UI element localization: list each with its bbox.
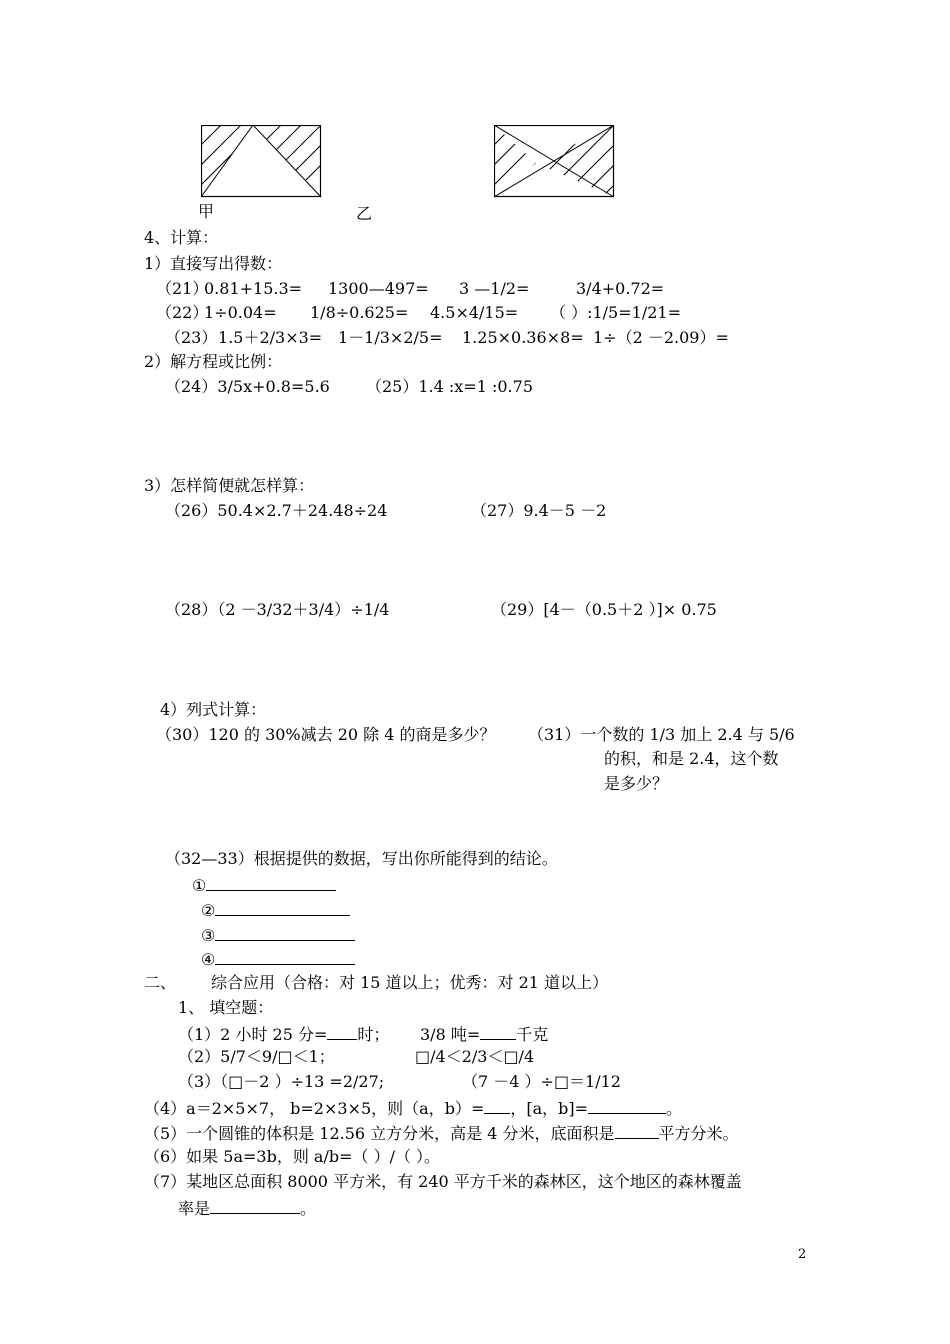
conclusion-1-blank[interactable] <box>206 874 336 891</box>
fill-1-blank-kg[interactable] <box>480 1023 516 1040</box>
conclusion-2 <box>201 899 350 921</box>
part-4-title: 4）列式计算： <box>160 700 267 719</box>
q21-c: 3 —1/2= <box>459 279 530 298</box>
fill-blank-title: 1、 填空题： <box>178 998 274 1017</box>
fill-4-b: ，[a，b]= <box>510 1099 589 1118</box>
conclusion-3-blank[interactable] <box>215 924 355 941</box>
conclusion-4-marker: ④ <box>201 950 216 969</box>
fill-1-a: （1）2 小时 25 分= <box>178 1025 328 1044</box>
q21-a: 0.81+15.3= <box>204 279 303 298</box>
q24: （24）3/5x+0.8=5.6 <box>165 377 330 396</box>
q21-d: 3/4+0.72= <box>576 279 665 298</box>
q22-d: （ ）:1/5=1/21= <box>550 303 681 322</box>
part-3-title: 3）怎样简便就怎样算： <box>144 476 315 495</box>
q23-label: （23） <box>165 328 218 347</box>
part-2-title: 2）解方程或比例： <box>144 352 283 371</box>
q25: （25）1.4 :x=1 :0.75 <box>366 377 533 396</box>
figure-yi <box>494 125 615 198</box>
fill-7-line1: （7）某地区总面积 8000 平方米，有 240 平方千米的森林区，这个地区的森林覆盖 <box>144 1172 742 1191</box>
q23-d: 1÷（2 －2.09）= <box>593 328 729 347</box>
q26: （26）50.4×2.7＋24.48÷24 <box>165 501 388 520</box>
conclusion-3 <box>201 924 355 946</box>
q28: （28）（2 －3/32＋3/4）÷1/4 <box>165 600 390 619</box>
fill-4-a: （4）a＝2×5×7， b=2×3×5，则（a，b）= <box>144 1099 485 1118</box>
q29: （29）[4－（0.5＋2 ）]× 0.75 <box>491 600 717 619</box>
page-number: 2 <box>798 1247 807 1262</box>
fill-7-a: 率是 <box>178 1199 211 1218</box>
conclusion-1 <box>192 874 336 896</box>
fill-5 <box>144 1122 739 1144</box>
conclusion-3-marker: ③ <box>201 926 216 945</box>
q23-b: 1－1/3×2/5= <box>338 328 443 347</box>
q31-line3: 是多少？ <box>604 774 669 793</box>
fill-5-a: （5）一个圆锥的体积是 12.56 立方分米，高是 4 分米，底面积是 <box>144 1124 615 1143</box>
section-2-title: 综合应用（合格：对 15 道以上；优秀：对 21 道以上） <box>211 973 609 992</box>
fill-3-a: （3）（□－2 ）÷13 =2/27; <box>178 1072 385 1091</box>
fill-1-c: 3/8 吨= <box>420 1025 481 1044</box>
q22-label: （22） <box>156 303 209 322</box>
fill-1-second <box>420 1023 548 1045</box>
q21-b: 1300—497= <box>328 279 429 298</box>
fill-4-blank-lcm[interactable] <box>588 1097 666 1114</box>
conclusion-1-marker: ① <box>192 876 207 895</box>
fill-1-b: 时； <box>357 1025 390 1044</box>
q31-line2: 的积，和是 2.4，这个数 <box>604 749 779 768</box>
fill-1-d: 千克 <box>516 1025 549 1044</box>
conclusion-4-blank[interactable] <box>215 948 355 965</box>
fill-1 <box>178 1023 389 1045</box>
figure-yi-label: 乙 <box>356 204 373 223</box>
section-4-title: 4、计算： <box>144 228 219 247</box>
section-2-number: 二、 <box>144 973 177 992</box>
q22-b: 1/8÷0.625= <box>310 303 409 322</box>
q32-33-title: （32—33）根据提供的数据，写出你所能得到的结论。 <box>165 849 558 868</box>
fill-3-b: （7 －4 ）÷□＝1/12 <box>462 1072 621 1091</box>
figure-jia <box>201 125 322 198</box>
fill-7-line2 <box>178 1197 316 1219</box>
fill-7-b: 。 <box>300 1199 317 1218</box>
fill-5-blank[interactable] <box>615 1122 659 1139</box>
conclusion-2-blank[interactable] <box>215 899 350 916</box>
fill-4 <box>144 1097 682 1119</box>
q21-label: （21） <box>156 279 209 298</box>
fill-2-a: （2）5/7＜9/□＜1； <box>178 1047 335 1066</box>
q27: （27）9.4－5 －2 <box>471 501 607 520</box>
fill-6: （6）如果 5a=3b，则 a/b=（ ）/（ ）。 <box>144 1147 441 1166</box>
q23-c: 1.25×0.36×8= <box>462 328 584 347</box>
q23-a: 1.5＋2/3×3= <box>218 328 323 347</box>
part-1-title: 1）直接写出得数： <box>144 254 283 273</box>
figure-jia-label: 甲 <box>198 202 215 221</box>
conclusion-4 <box>201 948 355 970</box>
q22-c: 4.5×4/15= <box>430 303 519 322</box>
q22-a: 1÷0.04= <box>204 303 277 322</box>
fill-2-b: □/4＜2/3＜□/4 <box>415 1047 535 1066</box>
q30: （30）120 的 30%减去 20 除 4 的商是多少？ <box>156 725 496 744</box>
fill-4-blank-gcd[interactable] <box>484 1097 510 1114</box>
fill-4-c: 。 <box>666 1099 683 1118</box>
fill-7-blank[interactable] <box>210 1197 300 1214</box>
conclusion-2-marker: ② <box>201 901 216 920</box>
fill-1-blank-hours[interactable] <box>327 1023 357 1040</box>
fill-5-b: 平方分米。 <box>658 1124 739 1143</box>
q31-line1: （31）一个数的 1/3 加上 2.4 与 5/6 <box>528 725 795 744</box>
